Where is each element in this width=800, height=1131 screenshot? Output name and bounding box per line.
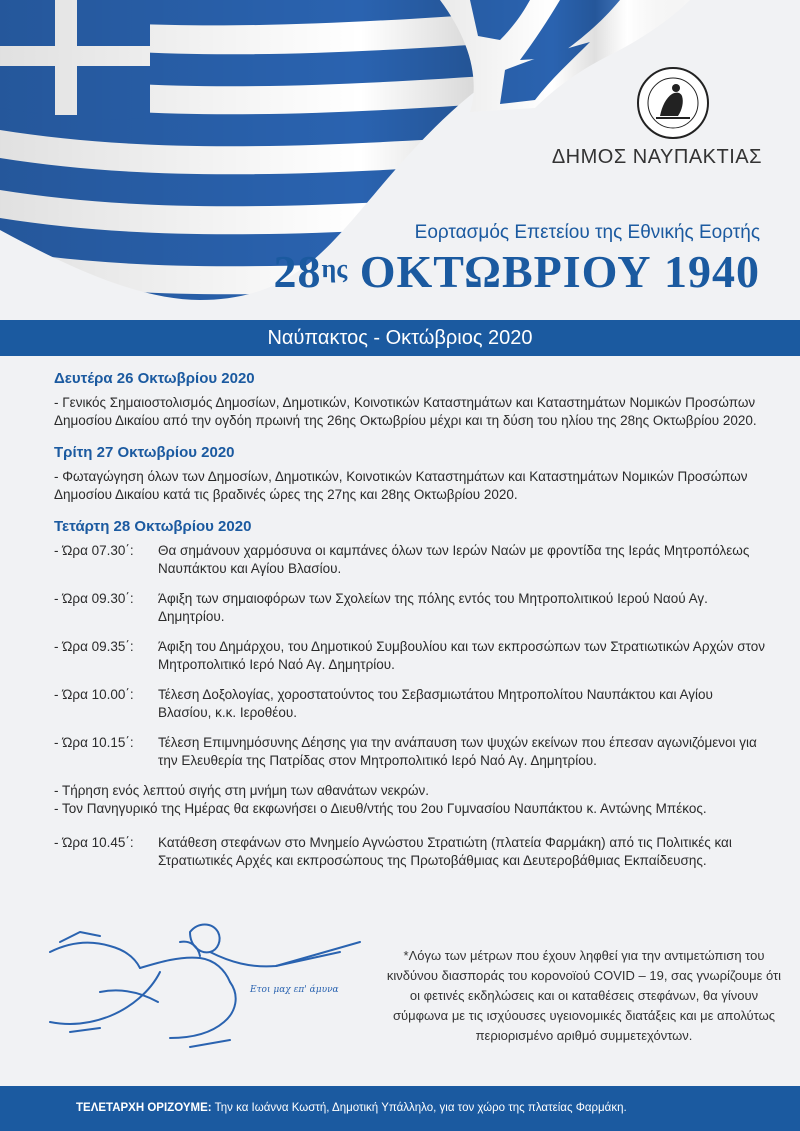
schedule-item bbox=[54, 834, 766, 870]
footer-label: ΤΕΛΕΤΑΡΧΗ ΟΡΙΖΟΥΜΕ: bbox=[76, 1102, 212, 1114]
schedule-text: Τέλεση Δοξολογίας, χοροστατούντος του Σεβασμιωτάτου Μητροπολίτου Ναυπάκτου και Αγίου Βλασίου, κ.κ. Ιεροθέου. bbox=[158, 687, 713, 720]
speech-line: - Τον Πανηγυρικό της Ημέρας θα εκφωνήσει ο Διευθ/ντής του 2ου Γυμνασίου Ναυπάκτου κ. Αντώνης Μπέκος. bbox=[54, 801, 707, 816]
schedule-text: Άφιξη των σημαιοφόρων των Σχολείων της πόλης εντός του Μητροπολιτικού Ιερού Ναού Αγ. Δημητρίου. bbox=[158, 591, 708, 624]
program-content bbox=[54, 370, 766, 882]
schedule-time: - Ώρα 07.30΄: bbox=[54, 543, 134, 558]
schedule-item bbox=[54, 638, 766, 674]
schedule-text: Κατάθεση στεφάνων στο Μνημείο Αγνώστου Στρατιώτη (πλατεία Φαρμάκη) από τις Πολιτικές και Στρατιωτικές Αρχές και εκπροσώπους της Πρωτοβάθμιας και Δευτεροβάθμιας Εκπαίδευσης. bbox=[158, 835, 732, 868]
covid-note: *Λόγω των μέτρων που έχουν ληφθεί για την αντιμετώπιση του κινδύνου διασποράς του κορονοϊού COVID – 19, σας γνωρίζουμε ότι οι φετινές εκδηλώσεις και οι καταθέσεις στεφάνων, θα γίνουν σύμφωνα με τις ισχύουσες υγειονομικές διατάξεις και με απολύτως περιορισμένο αριθμό συμμετεχόντων. bbox=[386, 948, 782, 1043]
monday-text: - Γενικός Σημαιοστολισμός Δημοσίων, Δημοτικών, Κοινοτικών Καταστημάτων και Καταστημάτων Νομικών Προσώπων Δημοσίου Δικαίου από την ογδόη πρωινή της 26ης Οκτωβρίου μέχρι και τη δύση του ηλίου της 28ης Οκτωβρίου 2020. bbox=[54, 395, 757, 428]
soldier-sketch-icon bbox=[40, 912, 370, 1062]
schedule-item bbox=[54, 734, 766, 770]
footer-content: Την κα Ιωάννα Κωστή, Δημοτική Υπάλληλο, για τον χώρο της πλατείας Φαρμάκη. bbox=[214, 1102, 627, 1114]
footer-text bbox=[0, 1086, 800, 1131]
location-date-band: Ναύπακτος - Οκτώβριος 2020 bbox=[0, 320, 800, 356]
schedule-item bbox=[54, 542, 766, 578]
municipality-logo bbox=[636, 66, 710, 140]
main-title bbox=[274, 245, 760, 298]
title-number: 28 bbox=[273, 246, 322, 297]
schedule-time: - Ώρα 10.15΄: bbox=[54, 735, 134, 750]
day-heading-tuesday: Τρίτη 27 Οκτωβρίου 2020 bbox=[54, 444, 235, 461]
schedule-item bbox=[54, 686, 766, 722]
schedule-time: - Ώρα 10.45΄: bbox=[54, 835, 134, 850]
footer-bar bbox=[0, 1086, 800, 1131]
tuesday-text: - Φωταγώγηση όλων των Δημοσίων, Δημοτικών, Κοινοτικών Καταστημάτων και Καταστημάτων Νομικών Προσώπων Δημοσίου Δικαίου κατά τις βραδινές ώρες της 27ης και 28ης Οκτωβρίου 2020. bbox=[54, 469, 748, 502]
plain-lines bbox=[54, 782, 766, 818]
schedule-time: - Ώρα 09.30΄: bbox=[54, 591, 134, 606]
schedule-text: Θα σημάνουν χαρμόσυνα οι καμπάνες όλων των Ιερών Ναών με φροντίδα της Ιεράς Μητροπόλεως Ναυπάκτου και Αγίου Βλασίου. bbox=[158, 543, 750, 576]
minute-silence-line: - Τήρηση ενός λεπτού σιγής στη μνήμη των αθανάτων νεκρών. bbox=[54, 783, 430, 798]
celebration-subtitle: Εορτασμός Επετείου της Εθνικής Εορτής bbox=[414, 222, 760, 243]
municipality-name: ΔΗΜΟΣ ΝΑΥΠΑΚΤΙΑΣ bbox=[551, 146, 762, 168]
schedule-text: Άφιξη του Δημάρχου, του Δημοτικού Συμβουλίου και των εκπροσώπων των Στρατιωτικών Αρχών στον Μητροπολιτικό Ιερό Ναό Αγ. Δημητρίου. bbox=[158, 639, 765, 672]
schedule-item bbox=[54, 590, 766, 626]
day-heading-monday: Δευτέρα 26 Οκτωβρίου 2020 bbox=[54, 370, 255, 387]
title-rest: ΟΚΤΩΒΡΙΟΥ 1940 bbox=[359, 246, 760, 297]
schedule-time: - Ώρα 10.00΄: bbox=[54, 687, 134, 702]
sketch-caption: Ετοι μαχ επ' άμυνα bbox=[250, 985, 339, 995]
day-heading-wednesday: Τετάρτη 28 Οκτωβρίου 2020 bbox=[54, 518, 252, 535]
schedule-text: Τέλεση Επιμνημόσυνης Δέησης για την ανάπαυση των ψυχών εκείνων που έπεσαν αγωνιζόμενοι για την Ελευθερία της Πατρίδας στον Μητροπολιτικό Ιερό Ναό Αγ. Δημητρίου. bbox=[158, 735, 757, 768]
title-suffix: ης bbox=[321, 254, 348, 283]
schedule-time: - Ώρα 09.35΄: bbox=[54, 639, 134, 654]
